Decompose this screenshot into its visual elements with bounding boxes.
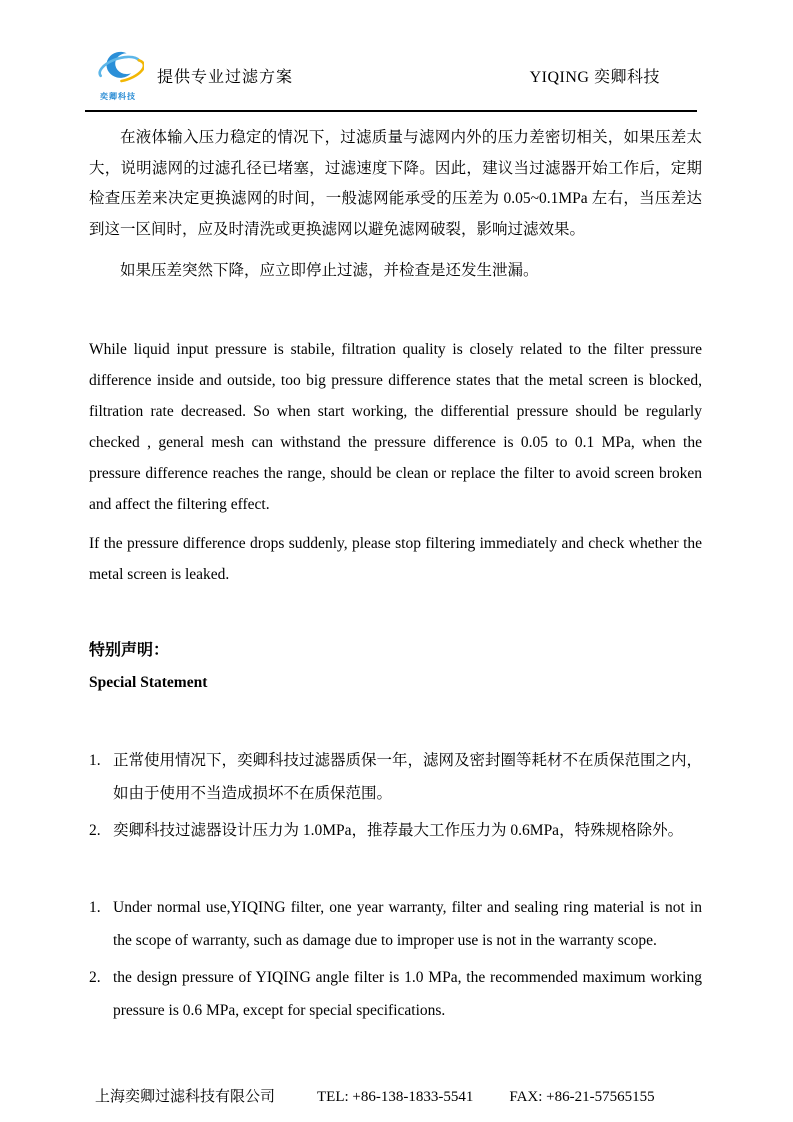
- item-text: 正常使用情况下，奕卿科技过滤器质保一年，滤网及密封圈等耗材不在质保范围之内，如由于使用不当造成损坏不在质保范围。: [113, 751, 703, 802]
- list-item: [89, 891, 702, 957]
- item-number: 2.: [89, 821, 101, 839]
- cn-paragraph-pressure: 在液体输入压力稳定的情况下，过滤质量与滤网内外的压力差密切相关，如果压差太大，说明滤网的过滤孔径已堵塞，过滤速度下降。因此，建议当过滤器开始工作后，定期检查压差来决定更换滤网的时间，一般滤网能承受的压差为 0.05~0.1MPa 左右，当压差达到这一区间时，应及时清洗或更换滤网以避免滤网破裂，影响过滤效果。: [89, 129, 702, 238]
- page-header: [89, 48, 702, 110]
- header-divider: [85, 110, 697, 112]
- statement-heading-cn: 特别声明：: [89, 641, 170, 659]
- logo-subtext: 奕卿科技: [100, 92, 136, 101]
- list-item: [89, 814, 702, 847]
- cn-paragraph-sudden-drop: 如果压差突然下降，应立即停止过滤，并检查是还发生泄漏。: [120, 262, 539, 279]
- item-text: the design pressure of YIQING angle filter is 1.0 MPa, the recommended maximum working pressure is 0.6 MPa, except for special specifications.: [113, 968, 702, 1019]
- item-text: Under normal use,YIQING filter, one year warranty, filter and sealing ring material is not in the scope of warranty, such as damage due to improper use is not in the warranty scope.: [113, 898, 702, 949]
- item-number: 1.: [89, 751, 101, 769]
- header-slogan: 提供专业过滤方案: [157, 68, 294, 86]
- statement-list-en: [89, 891, 702, 1027]
- header-brand: YIQING 奕卿科技: [529, 68, 660, 86]
- item-number: 2.: [89, 968, 101, 986]
- company-logo: [89, 48, 147, 102]
- item-text: 奕卿科技过滤器设计压力为 1.0MPa，推荐最大工作压力为 0.6MPa，特殊规格除外。: [113, 821, 684, 839]
- list-item: [89, 961, 702, 1027]
- statement-heading-en: Special Statement: [89, 673, 208, 691]
- en-paragraph-sudden-drop: If the pressure difference drops suddenly, please stop filtering immediately and check whether the metal screen is leaked.: [89, 534, 702, 583]
- list-item: [89, 744, 702, 810]
- page-footer: [95, 1085, 655, 1106]
- footer-company-name: 上海奕卿过滤科技有限公司: [95, 1089, 276, 1105]
- footer-fax: FAX: +86-21-57565155: [509, 1089, 655, 1105]
- en-paragraph-pressure: While liquid input pressure is stabile, filtration quality is closely related to the filter pressure difference inside and outside, too big pressure difference states that the metal screen is blocked, filtration rate decreased. So when start working, the differential pressure should be regularly checked , general mesh can withstand the pressure difference is 0.05 to 0.1 MPa, when the pressure difference reaches the range, should be clean or replace the filter to avoid screen broken and affect the filtering effect.: [89, 340, 702, 513]
- statement-list-cn: [89, 744, 702, 847]
- footer-tel: TEL: +86-138-1833-5541: [317, 1089, 474, 1105]
- item-number: 1.: [89, 898, 101, 916]
- globe-swoosh-icon: [92, 48, 144, 93]
